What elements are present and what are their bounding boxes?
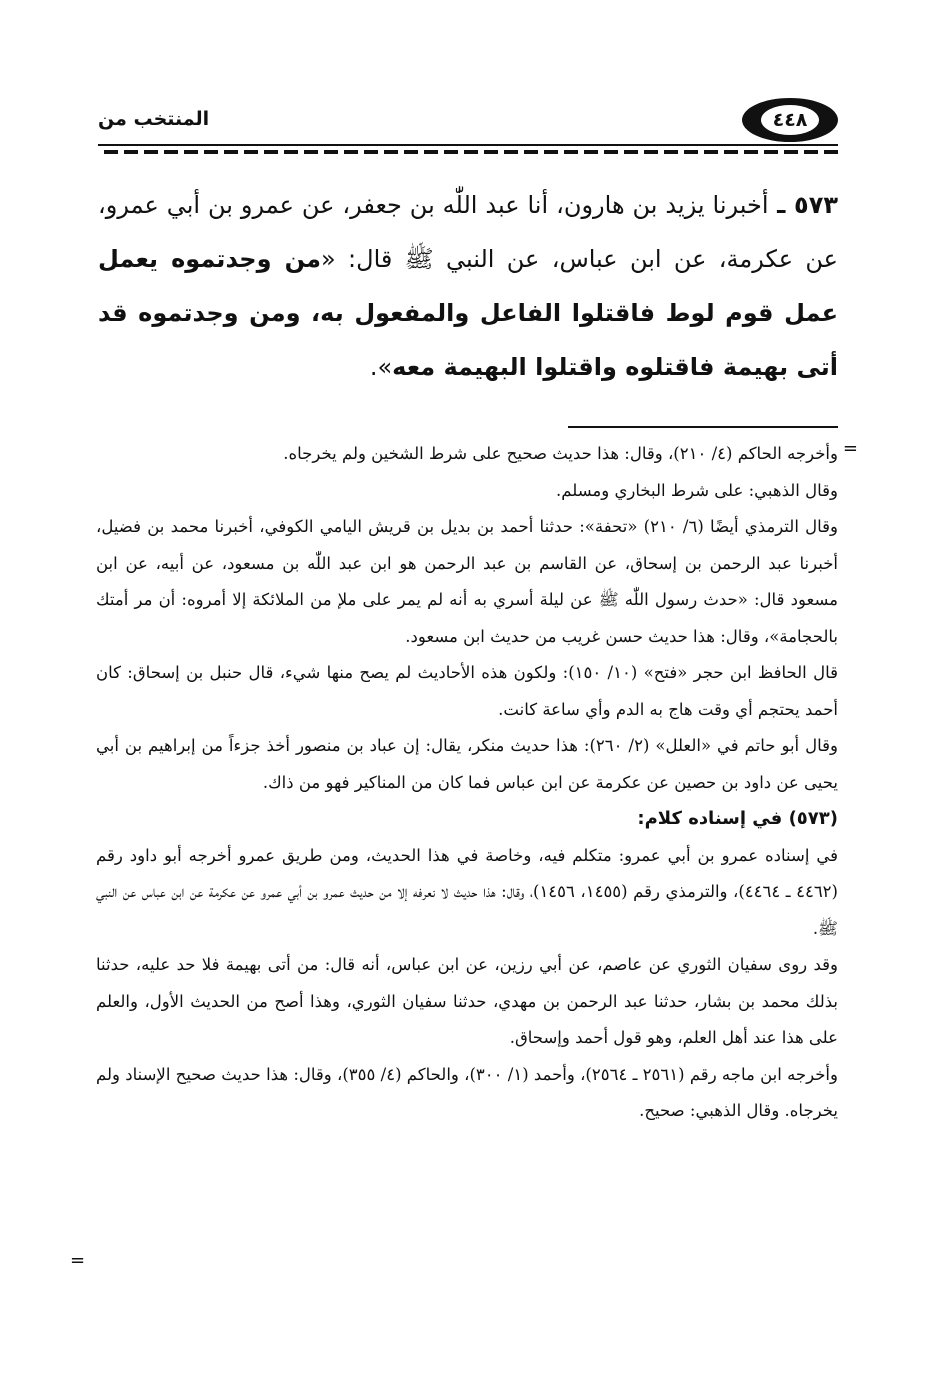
running-title: المنتخب من	[98, 108, 210, 130]
footnotes	[96, 436, 838, 1130]
page-number: ٤٤٨	[761, 105, 819, 135]
footnote-paragraph: وقال الذهبي: على شرط البخاري ومسلم.	[556, 480, 838, 500]
hadith-close: ».	[369, 353, 393, 381]
hadith-matn: من وجدتموه يعمل عمل قوم لوط فاقتلوا الفاعل والمفعول به، ومن وجدتموه قد أتى بهيمة فاقتلوه واقتلوا البهيمة معه	[98, 245, 838, 381]
footnote-paragraph: في إسناده عمرو بن أبي عمرو: متكلم فيه، وخاصة في هذا الحديث، ومن طريق عمرو أخرجه أبو داود رقم (٤٤٦٢ ـ ٤٤٦٤)، والترمذي رقم (١٤٥٥، ١٤٥٦)، وقال: هذا حديث لا نعرفه إلا من حديث عمرو بن أبي عمرو عن عكرمة عن ابن عباس عن النبي ﷺ.	[96, 845, 838, 938]
hadith-text	[98, 178, 838, 394]
footnote-section-heading: (٥٧٣) في إسناده كلام:	[637, 808, 838, 829]
page-header	[98, 98, 838, 144]
header-rule	[98, 144, 838, 156]
footnote-paragraph: وأخرجه الحاكم (٤/ ٢١٠)، وقال: هذا حديث صحيح على شرط الشخين ولم يخرجاه.	[283, 444, 838, 463]
continuation-mark: =	[842, 438, 858, 459]
end-continuation-mark: =	[70, 1250, 86, 1271]
footnote-paragraph: وقال الترمذي أيضًا (٦/ ٢١٠) «تحفة»: حدثنا أحمد بن بديل بن قريش اليامي الكوفي، أخبرنا محمد بن فضيل، أخبرنا عبد الرحمن بن إسحاق، عن القاسم بن عبد الرحمن هو ابن عبد اللّٰه بن مسعود، عن أبيه، عن ابن مسعود قال: «حدث رسول اللّٰه ﷺ عن ليلة أسري به أنه لم يمر على ملإ من الملائكة إلا أمروه: أن مر أمتك بالحجامة»، وقال: هذا حديث حسن غريب من حديث ابن مسعود.	[96, 517, 839, 646]
footnote-separator	[568, 426, 838, 428]
hadith-dash: ـ	[768, 191, 795, 219]
hadith-isnad: أخبرنا يزيد بن هارون، أنا عبد اللّٰه بن جعفر، عن عمرو بن أبي عمرو، عن عكرمة، عن ابن عباس، عن النبي ﷺ قال: «	[98, 191, 838, 273]
footnote-paragraph: وقال أبو حاتم في «العلل» (٢/ ٢٦٠): هذا حديث منكر، يقال: إن عباد بن منصور أخذ جزءاً من إبراهيم بن أبي يحيى عن داود بن حصين عن عكرمة عن ابن عباس فما كان من المناكير فهو من ذاك.	[96, 736, 838, 792]
footnote-paragraph: وقد روى سفيان الثوري عن عاصم، عن أبي رزين، عن ابن عباس، أنه قال: من أتى بهيمة فلا حد عليه، حدثنا بذلك محمد بن بشار، حدثنا عبد الرحمن بن مهدي، حدثنا سفيان الثوري، وهذا أصح من الحديث الأول، والعلم على هذا عند أهل العلم، وهو قول أحمد وإسحاق.	[96, 955, 838, 1047]
footnote-paragraph: وأخرجه ابن ماجه رقم (٢٥٦١ ـ ٢٥٦٤)، وأحمد (١/ ٣٠٠)، والحاكم (٤/ ٣٥٥)، وقال: هذا حديث صحيح الإسناد ولم يخرجاه. وقال الذهبي: صحيح.	[96, 1064, 838, 1120]
footnote-paragraph: قال الحافظ ابن حجر «فتح» (١٠/ ١٥٠): ولكون هذه الأحاديث لم يصح منها شيء، قال حنبل بن إسحاق: كان أحمد يحتجم أي وقت هاج به الدم وأي ساعة كانت.	[96, 663, 838, 719]
hadith-number: ٥٧٣	[794, 191, 838, 219]
page-number-badge	[742, 98, 838, 142]
